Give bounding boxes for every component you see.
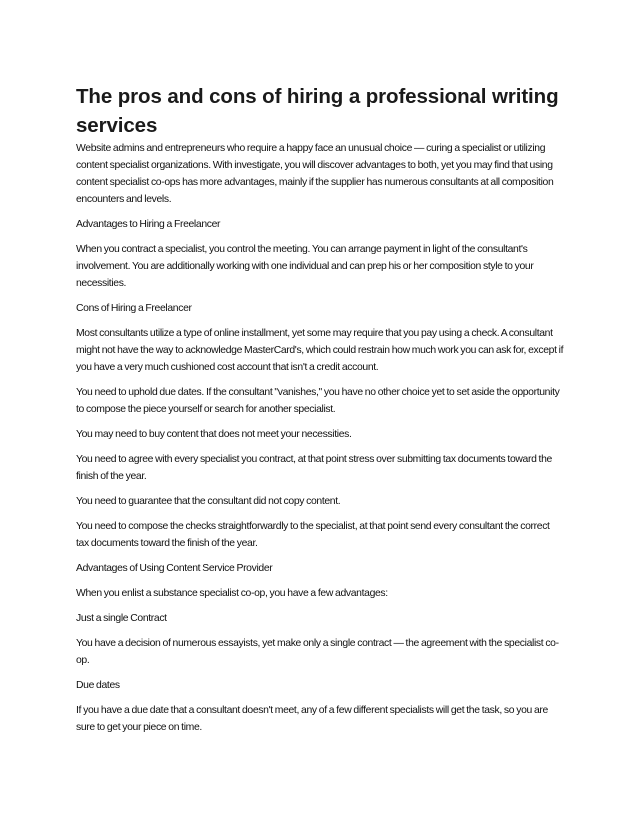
- section-heading-single-contract: Just a single Contract: [76, 613, 167, 624]
- paragraph-online-installment: Most consultants utilize a type of online installment, yet some may require that you pay using a check. A consultant might not have the way to acknowledge MasterCard's, which could restrain how much work you can ask for, except if you have a very much cushioned cost account that isn't a credit account.: [76, 328, 564, 373]
- section-heading-advantages-freelancer: Advantages to Hiring a Freelancer: [76, 219, 221, 230]
- paragraph-agree-specialist: You need to agree with every specialist you contract, at that point stress over submitting tax documents toward the finish of the year.: [76, 454, 552, 482]
- paragraph-freelancer-control: When you contract a specialist, you control the meeting. You can arrange payment in light of the consultant's involvement. You are additionally working with one individual and can prep his or her composition style to your necessities.: [76, 244, 534, 289]
- paragraph-due-dates-uphold: You need to uphold due dates. If the consultant "vanishes," you have no other choice yet to set aside the opportunity to compose the piece yourself or search for another specialist.: [76, 387, 560, 415]
- paragraph-intro: Website admins and entrepreneurs who require a happy face an unusual choice — curing a specialist or utilizing content specialist organizations. With investigate, you will discover advantages to both, yet you may find that using content specialist co-ops has more advantages, mainly if the supplier has numerous consultants at all composition encounters and levels.: [76, 143, 554, 205]
- document-page: [76, 82, 564, 744]
- paragraph-buy-content: You may need to buy content that does not meet your necessities.: [76, 429, 352, 440]
- paragraph-decision-essayists: You have a decision of numerous essayists, yet make only a single contract — the agreement with the specialist co-op.: [76, 638, 559, 666]
- section-heading-advantages-provider: Advantages of Using Content Service Provider: [76, 563, 273, 574]
- paragraph-compose-checks: You need to compose the checks straightforwardly to the specialist, at that point send every consultant the correct tax documents toward the finish of the year.: [76, 521, 550, 549]
- section-heading-cons-freelancer: Cons of Hiring a Freelancer: [76, 303, 192, 314]
- document-title: The pros and cons of hiring a professional writing services: [76, 85, 559, 137]
- paragraph-enlist-specialist: When you enlist a substance specialist co-op, you have a few advantages:: [76, 588, 388, 599]
- section-heading-due-dates: Due dates: [76, 680, 120, 691]
- paragraph-copy-content: You need to guarantee that the consultant did not copy content.: [76, 496, 341, 507]
- paragraph-due-date-task: If you have a due date that a consultant doesn't meet, any of a few different specialists will get the task, so you are sure to get your piece on time.: [76, 705, 548, 733]
